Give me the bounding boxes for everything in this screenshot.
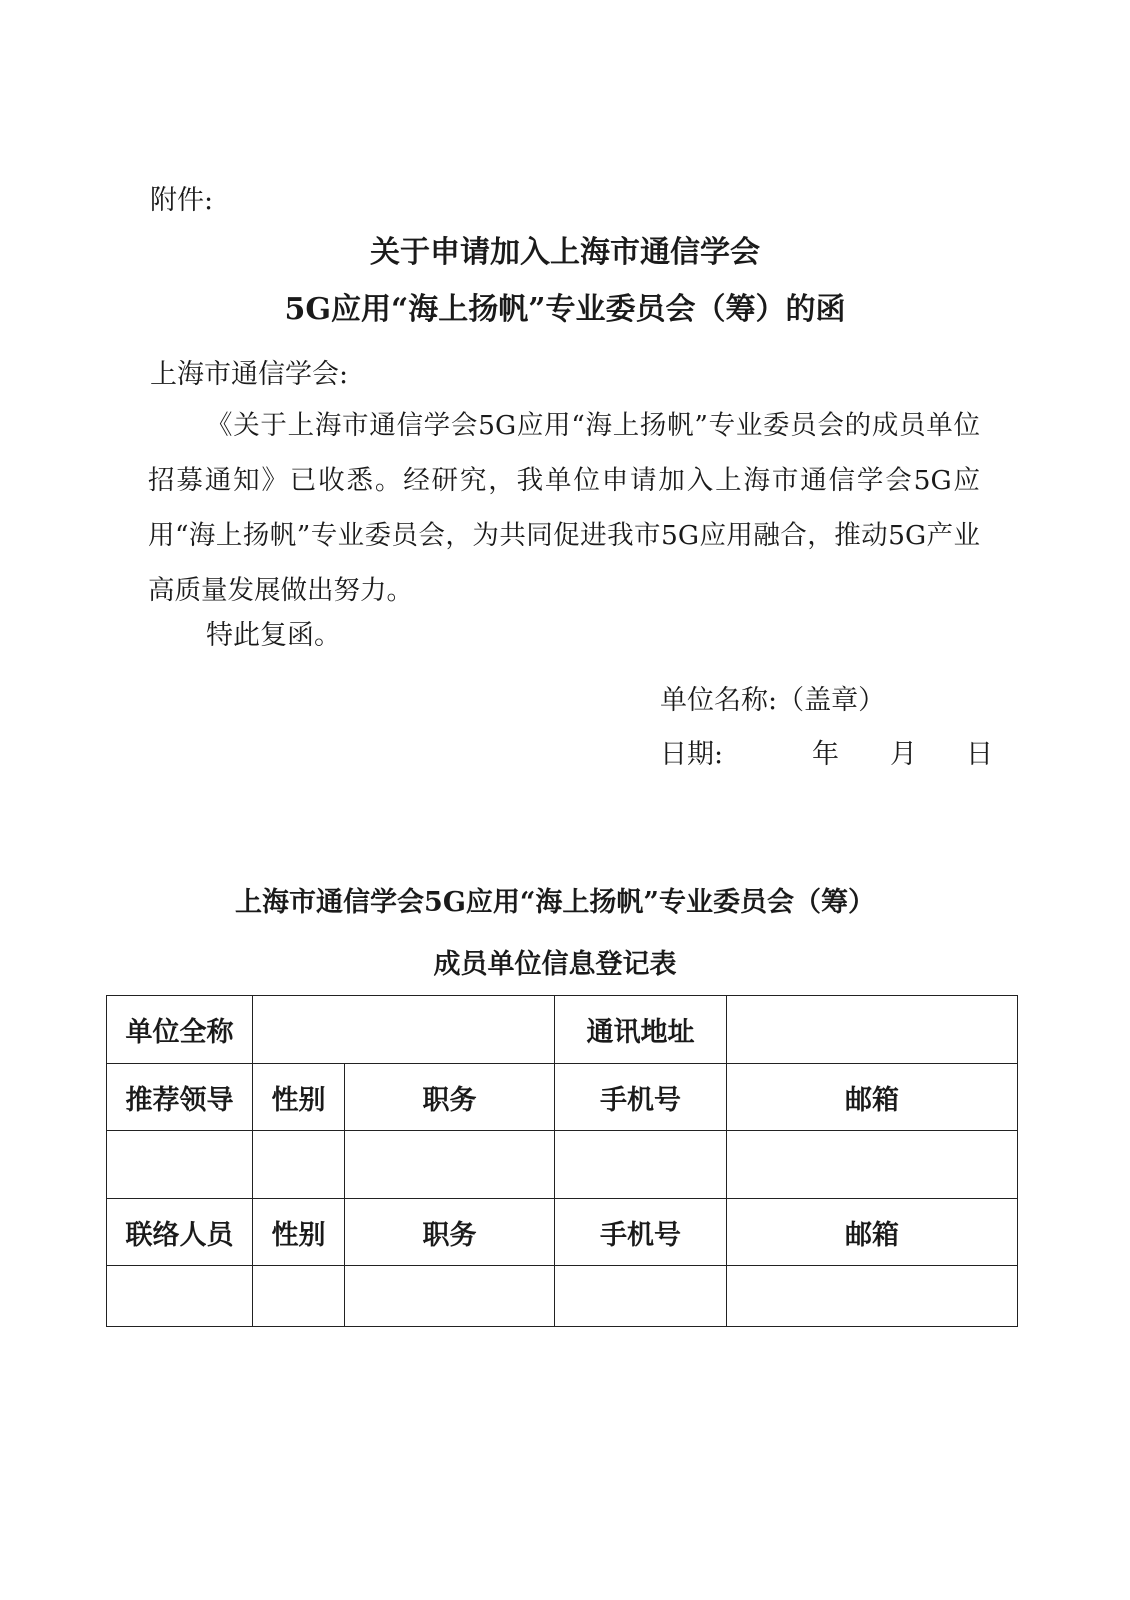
address-field[interactable] [727, 996, 1018, 1064]
leader-gender-field[interactable] [253, 1131, 345, 1199]
contact-gender-field[interactable] [253, 1266, 345, 1327]
body-paragraph: 《关于上海市通信学会5G应用“海上扬帆”专业委员会的成员单位招募通知》已收悉。经研究，我单位申请加入上海市通信学会5G应用“海上扬帆”专业委员会，为共同促进我市5G应用融合，推动5G产业高质量发展做出努力。 [148, 410, 980, 606]
contact-email-header: 邮箱 [727, 1199, 1018, 1266]
date-label: 日期: [660, 739, 724, 770]
unit-name-seal-label: 单位名称:（盖章） [660, 685, 886, 716]
contact-position-header: 职务 [345, 1199, 555, 1266]
document-title-line-1: 关于申请加入上海市通信学会 [370, 235, 760, 270]
salutation: 上海市通信学会: [150, 359, 349, 390]
table-row-leader-values [107, 1131, 1018, 1199]
contact-email-field[interactable] [727, 1266, 1018, 1327]
leader-mobile-field[interactable] [555, 1131, 727, 1199]
full-name-field[interactable] [253, 996, 555, 1064]
leader-email-field[interactable] [727, 1131, 1018, 1199]
leader-position-field[interactable] [345, 1131, 555, 1199]
date-day-label: 日 [966, 739, 993, 770]
form-title-line-2: 成员单位信息登记表 [433, 949, 677, 980]
closing-remark: 特此复函。 [206, 620, 341, 651]
table-row-leader-header [107, 1064, 1018, 1131]
date-year-label: 年 [812, 739, 839, 770]
contact-name-field[interactable] [107, 1266, 253, 1327]
leader-gender-header: 性别 [253, 1064, 345, 1131]
attachment-label: 附件: [150, 185, 214, 216]
contact-gender-header: 性别 [253, 1199, 345, 1266]
leader-mobile-header: 手机号 [555, 1064, 727, 1131]
table-row-unit-info [107, 996, 1018, 1064]
form-title-line-1: 上海市通信学会5G应用“海上扬帆”专业委员会（筹） [235, 887, 875, 918]
leader-position-header: 职务 [345, 1064, 555, 1131]
full-name-label: 单位全称 [107, 996, 253, 1064]
registration-form-table [106, 995, 1018, 1327]
leader-name-field[interactable] [107, 1131, 253, 1199]
leader-email-header: 邮箱 [727, 1064, 1018, 1131]
address-label: 通讯地址 [555, 996, 727, 1064]
date-month-label: 月 [890, 739, 917, 770]
document-title-line-2: 5G应用“海上扬帆”专业委员会（筹）的函 [284, 292, 846, 327]
table-row-contact-header [107, 1199, 1018, 1266]
leader-label: 推荐领导 [107, 1064, 253, 1131]
contact-position-field[interactable] [345, 1266, 555, 1327]
table-row-contact-values [107, 1266, 1018, 1327]
contact-mobile-header: 手机号 [555, 1199, 727, 1266]
contact-mobile-field[interactable] [555, 1266, 727, 1327]
contact-label: 联络人员 [107, 1199, 253, 1266]
